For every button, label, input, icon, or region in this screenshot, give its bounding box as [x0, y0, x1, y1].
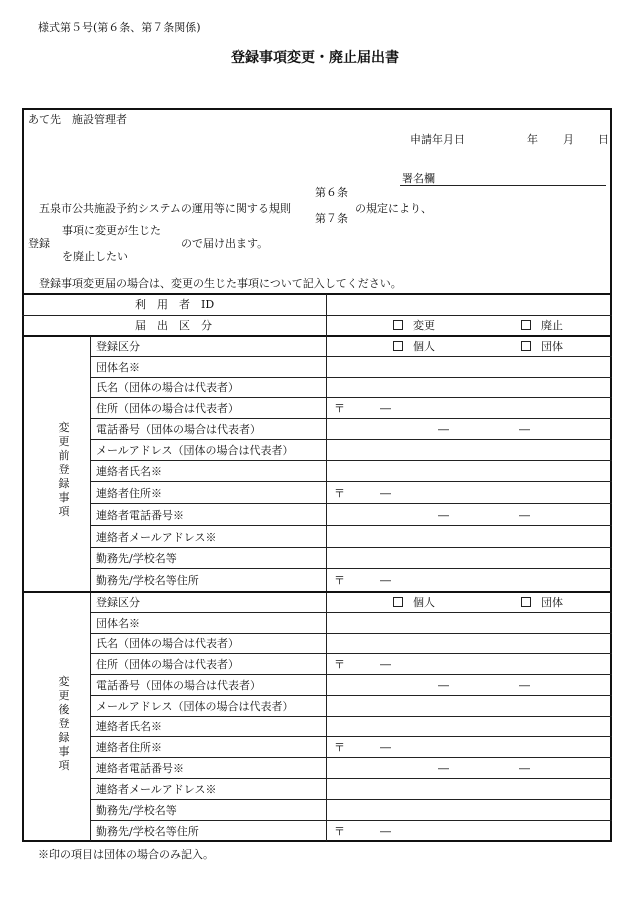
row-divider	[90, 633, 612, 634]
abolish-option[interactable]: を廃止したい	[62, 250, 128, 263]
article-7[interactable]: 第７条	[315, 212, 348, 225]
postal-dash: ―	[380, 658, 391, 671]
postal-mark: 〒	[334, 487, 345, 500]
before-email: メールアドレス（団体の場合は代表者）	[96, 444, 294, 457]
after-contact-phone: 連絡者電話番号※	[96, 762, 184, 775]
postal-dash: ―	[380, 825, 391, 838]
before-individual-checkbox[interactable]: 個人	[393, 341, 435, 352]
row-divider	[90, 377, 612, 378]
row-divider	[90, 418, 612, 419]
section-before-title: 変更前登録事項	[58, 421, 70, 518]
user-id-label: 利 用 者 ID	[135, 298, 215, 311]
row-divider	[90, 778, 612, 779]
postal-dash: ―	[380, 741, 391, 754]
postal-dash: ―	[380, 574, 391, 587]
header-divider	[22, 293, 612, 295]
after-phone: 電話番号（団体の場合は代表者）	[96, 679, 261, 692]
phone-dash: ―	[438, 679, 449, 692]
date-year[interactable]: 年	[527, 133, 538, 146]
phone-dash: ―	[519, 423, 530, 436]
after-name: 氏名（団体の場合は代表者）	[96, 637, 239, 650]
notify-abolish-checkbox[interactable]: 廃止	[521, 320, 563, 331]
checkbox-icon	[393, 341, 403, 351]
after-workplace: 勤務先/学校名等	[96, 804, 177, 817]
change-option[interactable]: 事項に変更が生じた	[62, 224, 161, 237]
date-day[interactable]: 日	[598, 133, 609, 146]
after-email: メールアドレス（団体の場合は代表者）	[96, 700, 294, 713]
row-divider	[90, 695, 612, 696]
row-divider	[90, 397, 612, 398]
after-reg-type: 登録区分	[96, 596, 140, 609]
article-6[interactable]: 第６条	[315, 186, 348, 199]
row-divider	[90, 547, 612, 548]
phone-dash: ―	[519, 762, 530, 775]
phone-dash: ―	[519, 509, 530, 522]
registration-label: 登録	[28, 237, 50, 250]
before-contact-phone: 連絡者電話番号※	[96, 509, 184, 522]
postal-mark: 〒	[334, 658, 345, 671]
after-contact-email: 連絡者メールアドレス※	[96, 783, 217, 796]
row-divider	[90, 799, 612, 800]
row-divider	[90, 568, 612, 569]
row-divider	[90, 716, 612, 717]
date-month[interactable]: 月	[563, 133, 574, 146]
checkbox-icon	[521, 597, 531, 607]
instruction-note: 登録事項変更届の場合は、変更の生じた事項について記入してください。	[39, 277, 402, 290]
checkbox-icon	[521, 341, 531, 351]
page-title: 登録事項変更・廃止届出書	[231, 50, 399, 66]
row-divider	[90, 481, 612, 482]
phone-dash: ―	[438, 423, 449, 436]
before-contact-name: 連絡者氏名※	[96, 465, 162, 478]
row-divider	[90, 525, 612, 526]
signature-label: 署名欄	[402, 172, 435, 185]
before-reg-type: 登録区分	[96, 340, 140, 353]
checkbox-icon	[521, 320, 531, 330]
before-address: 住所（団体の場合は代表者）	[96, 402, 239, 415]
before-group-name: 団体名※	[96, 361, 140, 374]
phone-dash: ―	[519, 679, 530, 692]
row-divider	[90, 653, 612, 654]
notify-type-label: 届 出 区 分	[135, 319, 212, 332]
row-divider	[90, 503, 612, 504]
before-workplace: 勤務先/学校名等	[96, 552, 177, 565]
postal-mark: 〒	[334, 574, 345, 587]
footer-note: ※印の項目は団体の場合のみ記入。	[38, 848, 214, 861]
checkbox-icon	[393, 597, 403, 607]
row-divider	[90, 736, 612, 737]
row-divider	[90, 757, 612, 758]
rule-text: 五泉市公共施設予約システムの運用等に関する規則	[39, 202, 291, 215]
row-divider	[90, 439, 612, 440]
after-group-checkbox[interactable]: 団体	[521, 597, 563, 608]
before-group-checkbox[interactable]: 団体	[521, 341, 563, 352]
form-number: 様式第５号(第６条、第７条関係)	[38, 21, 201, 34]
postal-dash: ―	[380, 487, 391, 500]
phone-dash: ―	[438, 762, 449, 775]
phone-dash: ―	[438, 509, 449, 522]
row-divider	[90, 612, 612, 613]
section-divider	[22, 591, 612, 593]
row-divider	[90, 674, 612, 675]
row-divider	[90, 460, 612, 461]
before-contact-email: 連絡者メールアドレス※	[96, 531, 217, 544]
notify-change-checkbox[interactable]: 変更	[393, 320, 435, 331]
postal-mark: 〒	[334, 402, 345, 415]
signature-field[interactable]	[400, 185, 606, 186]
row-divider	[90, 820, 612, 821]
before-contact-address: 連絡者住所※	[96, 487, 162, 500]
row-divider	[90, 356, 612, 357]
before-name: 氏名（団体の場合は代表者）	[96, 381, 239, 394]
section-column-divider	[90, 336, 91, 841]
row-divider	[22, 315, 612, 316]
after-contact-name: 連絡者氏名※	[96, 720, 162, 733]
section-after-title: 変更後登録事項	[58, 675, 70, 772]
date-label: 申請年月日	[410, 133, 465, 146]
postal-mark: 〒	[334, 741, 345, 754]
checkbox-icon	[393, 320, 403, 330]
postal-dash: ―	[380, 402, 391, 415]
after-workplace-address: 勤務先/学校名等住所	[96, 825, 199, 838]
after-contact-address: 連絡者住所※	[96, 741, 162, 754]
addressee: あて先 施設管理者	[28, 113, 127, 126]
after-individual-checkbox[interactable]: 個人	[393, 597, 435, 608]
section-divider	[22, 335, 612, 337]
before-phone: 電話番号（団体の場合は代表者）	[96, 423, 261, 436]
after-address: 住所（団体の場合は代表者）	[96, 658, 239, 671]
rule-suffix: の規定により、	[355, 202, 432, 215]
after-group-name: 団体名※	[96, 617, 140, 630]
before-workplace-address: 勤務先/学校名等住所	[96, 574, 199, 587]
postal-mark: 〒	[334, 825, 345, 838]
notify-suffix: ので届け出ます。	[181, 237, 269, 250]
